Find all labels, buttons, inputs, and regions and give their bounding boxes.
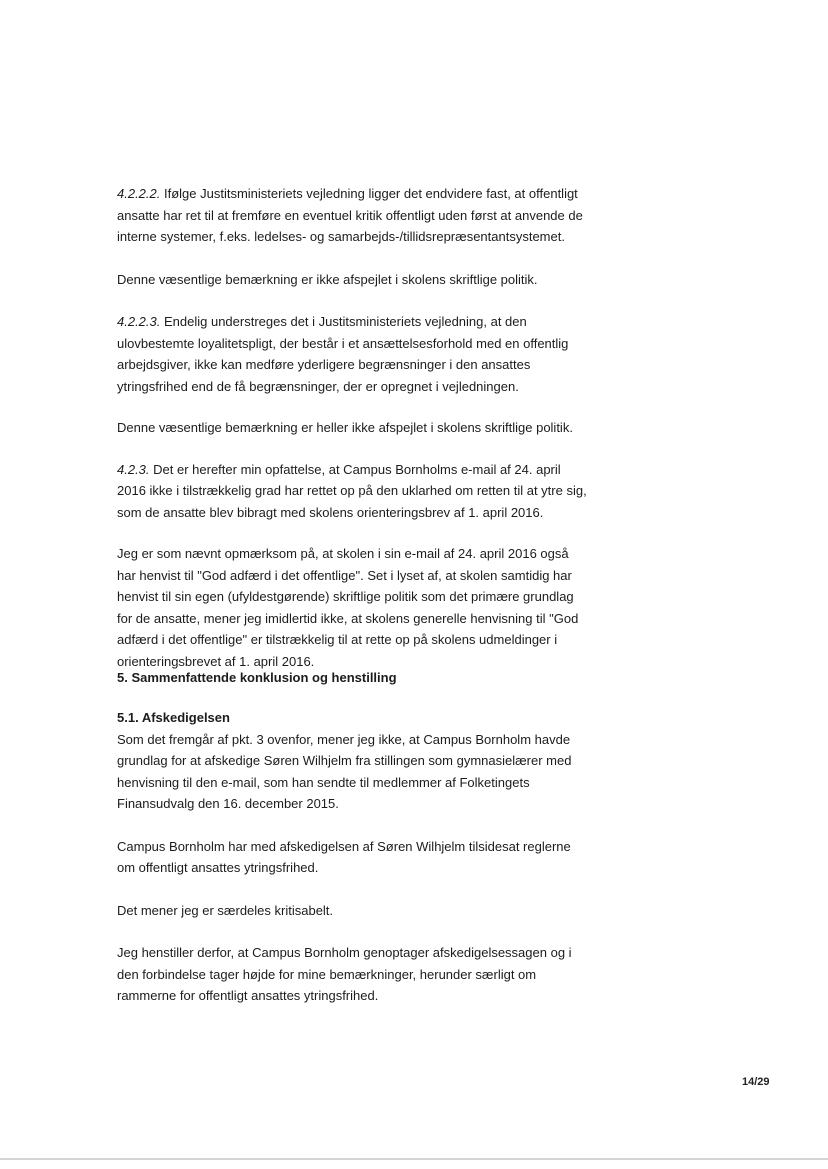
section-5-heading: 5. Sammenfattende konklusion og henstilling	[117, 670, 397, 685]
paragraph-4-2-2-2	[117, 183, 587, 248]
paragraph-remark-1: Denne væsentlige bemærkning er ikke afspejlet i skolens skriftlige politik.	[117, 271, 538, 287]
section-number: 4.2.3.	[117, 461, 150, 477]
paragraph-text: Ifølge Justitsministeriets vejledning ligger det endvidere fast, at offentligt ansatte har ret til at fremføre en eventuel kritik offentligt uden først at anvende de interne systemer, f.eks. ledelses- og samarbejds-/tillidsrepræsentantsystemet.	[117, 186, 583, 244]
page-number: 14/29	[742, 1076, 770, 1088]
section-number: 4.2.2.2.	[117, 186, 161, 201]
paragraph-remark-2: Denne væsentlige bemærkning er heller ikke afspejlet i skolens skriftlige politik.	[117, 420, 573, 435]
paragraph-violation: Campus Bornholm har med afskedigelsen af Søren Wilhjelm tilsidesat reglerne om offentligt ansattes ytringsfrihed.	[117, 838, 571, 875]
section-5-1	[117, 707, 587, 1007]
scan-edge-line	[0, 1158, 828, 1160]
paragraph-email-remark: Jeg er som nævnt opmærksom på, at skolen i sin e-mail af 24. april 2016 også har henvist til "God adfærd i det offentlige". Set i lyset af, at skolen samtidig har henvist til sin egen (ufyldestgørende) skriftlige politik som det primære grundlag for de ansatte, mener jeg imidlertid ikke, at skolens generelle henvisning til "God adfærd i det offentlige" er tilstrækkelig til at rette op på skolens udmeldinger i orienteringsbrevet af 1. april 2016.	[117, 546, 579, 669]
document-body	[117, 183, 587, 672]
paragraph-recommendation: Jeg henstiller derfor, at Campus Bornholm genoptager afskedigelsessagen og i den forbindelse tager højde for mine bemærkninger, herunder særligt om rammerne for offentligt ansattes ytringsfrihed.	[117, 945, 572, 1003]
section-number: 4.2.2.3.	[117, 314, 161, 329]
paragraph-4-2-2-3	[117, 311, 587, 397]
paragraph-4-2-3	[117, 459, 587, 524]
paragraph-dismissal: Som det fremgår af pkt. 3 ovenfor, mener jeg ikke, at Campus Bornholm havde grundlag for at afskedige Søren Wilhjelm fra stillingen som gymnasielærer med henvisning til den e-mail, som han sendte til medlemmer af Folketingets Finansudvalg den 16. december 2015.	[117, 731, 572, 811]
paragraph-criticism: Det mener jeg er særdeles kritisabelt.	[117, 902, 334, 918]
section-5-1-heading: 5.1. Afskedigelsen	[117, 710, 230, 725]
paragraph-text: Endelig understreges det i Justitsministeriets vejledning, at den ulovbestemte loyalitetspligt, der består i et ansættelsesforhold med en offentlig arbejdsgiver, ikke kan medføre yderligere begrænsninger i den ansattes ytringsfrihed end de få begrænsninger, der er opregnet i vejledningen.	[117, 314, 569, 394]
paragraph-text: Det er herefter min opfattelse, at Campus Bornholms e-mail af 24. april 2016 ikke i tilstrækkelig grad har rettet op på den uklarhed om retten til at ytre sig, som de ansatte blev bibragt med skolens orienteringsbrev af 1. april 2016.	[117, 461, 587, 520]
